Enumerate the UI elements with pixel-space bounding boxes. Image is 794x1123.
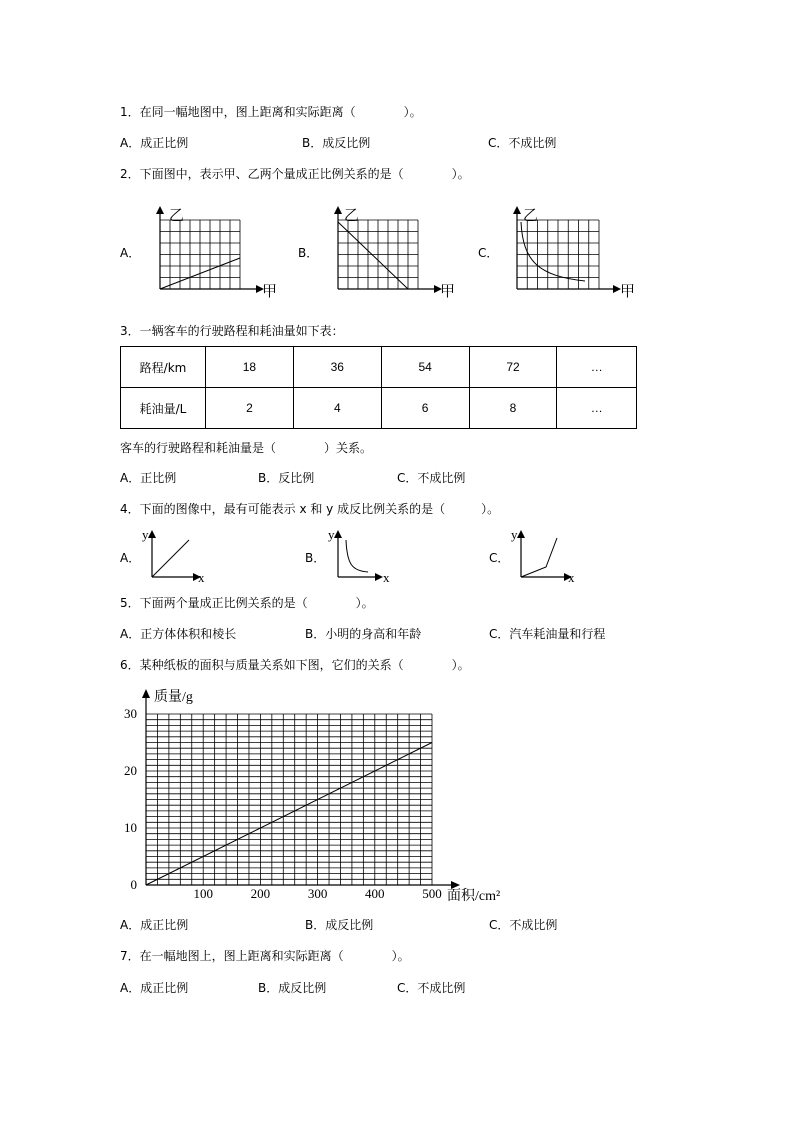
q3-followup: 客车的行驶路程和耗油量是（ ）关系。: [120, 441, 373, 455]
y-axis-label: 乙: [523, 208, 539, 224]
x-axis-label: 甲: [440, 284, 456, 300]
table-cell: …: [557, 388, 637, 429]
q6-option-c: C．不成比例: [489, 918, 558, 932]
q3-option-c: C．不成比例: [397, 471, 466, 485]
q1-option-b: B．成反比例: [302, 136, 371, 150]
q6-option-a: A．成正比例: [120, 918, 189, 932]
x-axis-label: x: [383, 570, 390, 585]
y-axis-label: y: [328, 527, 335, 542]
q5-option-c: C．汽车耗油量和行程: [489, 627, 606, 641]
x-tick-label: 400: [365, 886, 385, 901]
decreasing-line: [338, 222, 408, 289]
chart-grid: [146, 714, 432, 885]
hyperbola-curve: [346, 540, 368, 572]
row-header: 路程/km: [121, 347, 206, 388]
table-cell: 18: [206, 347, 294, 388]
mileage-fuel-table: [120, 346, 637, 429]
y-axis-label: 乙: [169, 208, 185, 224]
q1-option-c: C．不成比例: [488, 136, 557, 150]
q7-option-a: A．成正比例: [120, 981, 189, 995]
x-tick-label: 300: [307, 886, 328, 901]
q4-graph-b: [326, 526, 401, 586]
q5-option-b: B．小明的身高和年龄: [305, 627, 422, 641]
y-tick-label: 20: [124, 763, 137, 778]
q4-label-a: A．: [120, 551, 141, 565]
area-mass-chart: [110, 678, 530, 908]
y-axis-label: y: [511, 527, 518, 542]
y-axis-label: 乙: [344, 208, 360, 224]
q6-option-b: B．成反比例: [305, 918, 374, 932]
q5-stem: 5．下面两个量成正比例关系的是（ ）。: [120, 596, 374, 610]
grid: [338, 220, 418, 289]
q4-label-c: C．: [489, 551, 510, 565]
x-tick-label: 100: [193, 886, 213, 901]
grid: [517, 220, 599, 289]
table-cell: 72: [469, 347, 557, 388]
q7-stem: 7．在一幅地图上，图上距离和实际距离（ ）。: [120, 949, 410, 963]
proportional-line: [152, 540, 189, 577]
row-header: 耗油量/L: [121, 388, 206, 429]
table-cell: 36: [293, 347, 381, 388]
table-row: [121, 347, 637, 388]
table-cell: 2: [206, 388, 294, 429]
q4-label-b: B．: [305, 551, 326, 565]
q2-graph-b: [328, 200, 468, 300]
table-cell: …: [557, 347, 637, 388]
x-tick-label: 200: [250, 886, 271, 901]
y-axis-label: y: [142, 527, 149, 542]
y-tick-label: 30: [124, 706, 137, 721]
x-axis-label: x: [568, 570, 575, 585]
x-axis-label: 甲: [620, 284, 636, 300]
q2-label-b: B．: [298, 246, 319, 260]
table-row: [121, 388, 637, 429]
y-tick-label: 0: [130, 877, 137, 892]
q2-stem: 2．下面图中，表示甲、乙两个量成正比例关系的是（ ）。: [120, 167, 470, 181]
x-axis-label: x: [198, 570, 205, 585]
y-tick-label: 10: [124, 820, 137, 835]
y-axis-title: 质量/g: [154, 690, 193, 705]
q3-option-b: B．反比例: [258, 471, 315, 485]
series-line: [146, 743, 432, 886]
q6-stem: 6．某种纸板的面积与质量关系如下图，它们的关系（ ）。: [120, 658, 470, 672]
table-cell: 6: [381, 388, 469, 429]
x-tick-label: 500: [422, 886, 442, 901]
table-cell: 8: [469, 388, 557, 429]
x-axis-label: 甲: [262, 284, 278, 300]
q2-graph-a: [150, 200, 290, 300]
hyperbola-curve: [521, 222, 585, 281]
q2-label-c: C．: [478, 246, 499, 260]
q4-graph-c: [509, 526, 584, 586]
q3-option-a: A．正比例: [120, 471, 177, 485]
table-cell: 4: [293, 388, 381, 429]
q7-option-b: B．成反比例: [258, 981, 327, 995]
grid: [160, 220, 240, 289]
q7-option-c: C．不成比例: [397, 981, 466, 995]
q3-stem: 3．一辆客车的行驶路程和耗油量如下表：: [120, 324, 344, 338]
x-axis-title: 面积/cm²: [447, 889, 501, 904]
q2-graph-c: [507, 200, 647, 300]
q5-option-a: A．正方体体积和棱长: [120, 627, 237, 641]
piecewise-line: [521, 538, 557, 577]
q4-stem: 4．下面的图像中，最有可能表示 x 和 y 成反比例关系的是（ ）。: [120, 502, 500, 516]
q1-stem: 1．在同一幅地图中，图上距离和实际距离（ ）。: [120, 105, 422, 119]
q4-graph-a: [140, 526, 215, 586]
q1-option-a: A．成正比例: [120, 136, 189, 150]
table-cell: 54: [381, 347, 469, 388]
q2-label-a: A．: [120, 246, 141, 260]
